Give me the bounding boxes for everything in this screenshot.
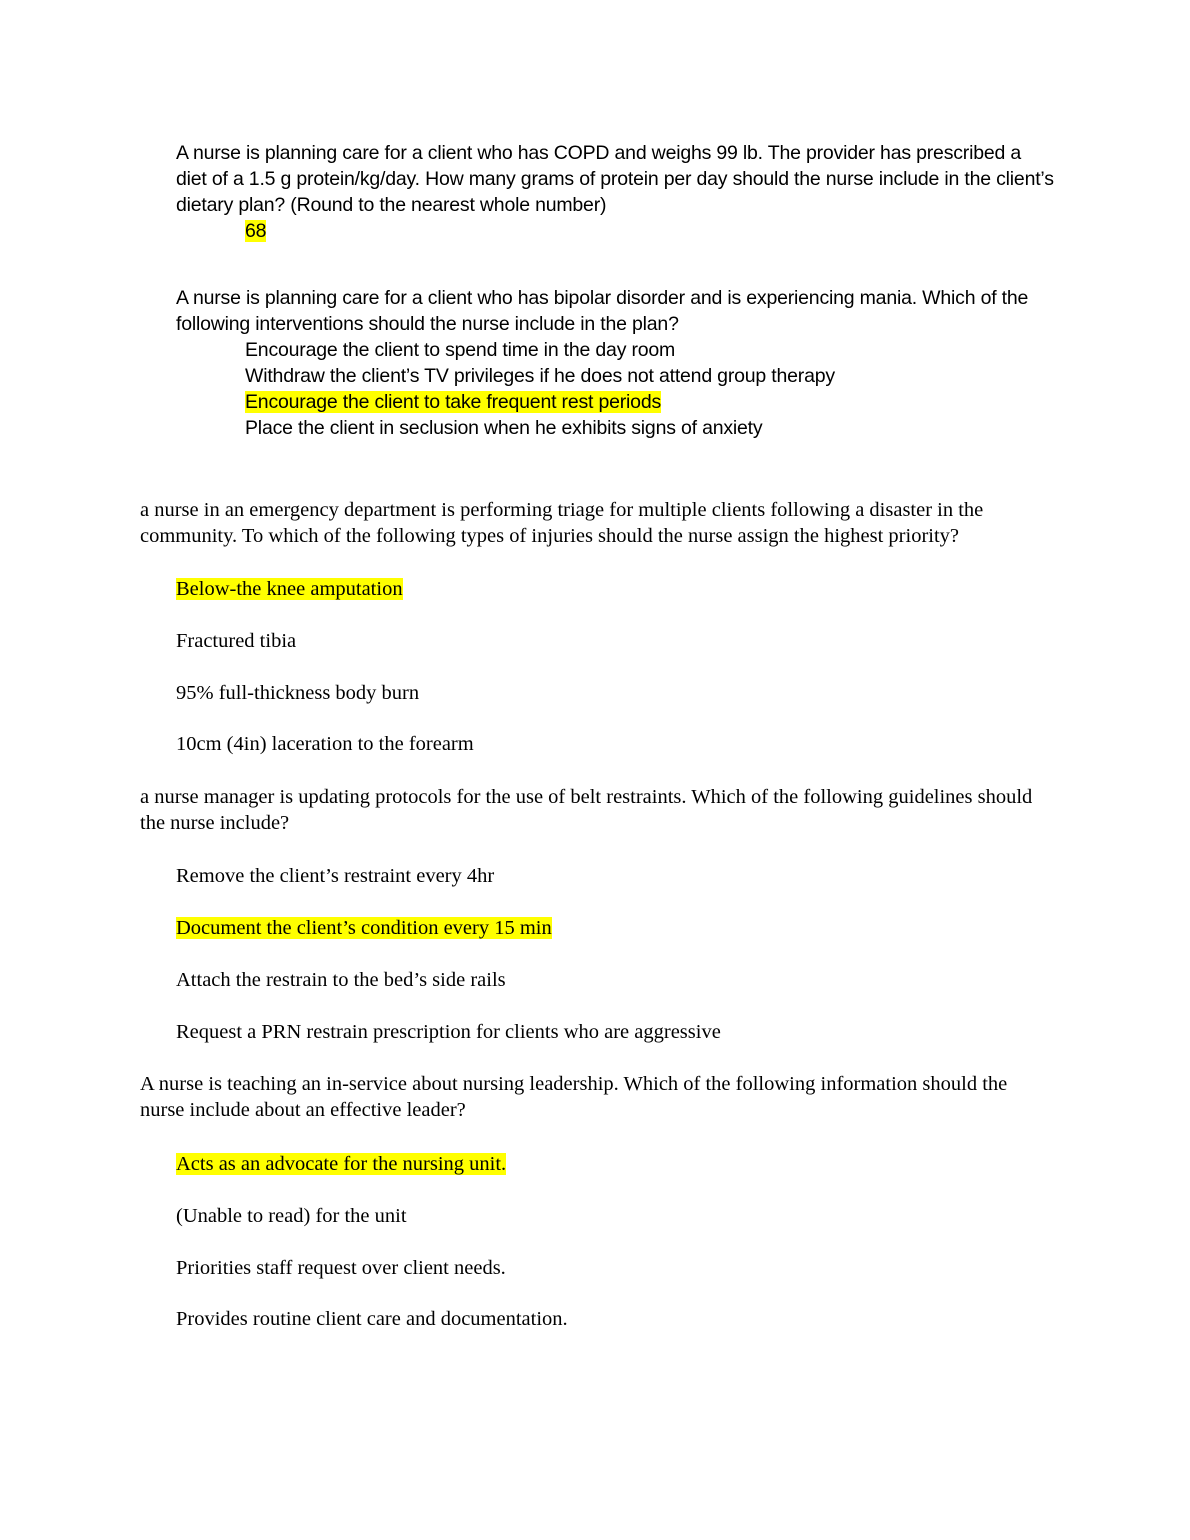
question-3-option-2-label: Fractured tibia [176, 630, 297, 652]
question-2-option-2 [245, 363, 1005, 389]
question-3-option-1-label: Below-the knee amputation [176, 578, 403, 600]
question-2-option-1 [245, 337, 1005, 363]
question-4-option-4 [176, 1019, 721, 1045]
question-4-option-1 [176, 863, 494, 889]
question-5-option-1 [176, 1151, 506, 1177]
question-2-option-4-label: Place the client in seclusion when he exhibits signs of anxiety [245, 417, 763, 439]
question-1-answer [245, 218, 266, 244]
question-5-option-3-label: Priorities staff request over client needs. [176, 1257, 506, 1279]
question-4-option-4-label: Request a PRN restrain prescription for clients who are aggressive [176, 1021, 721, 1043]
question-1-answer-highlight: 68 [245, 220, 267, 242]
question-2-options [245, 337, 1005, 441]
question-4-option-3 [176, 967, 506, 993]
question-4-option-2 [176, 915, 552, 941]
question-5-option-3 [176, 1255, 506, 1281]
question-3-option-1 [176, 576, 403, 602]
question-4-option-3-label: Attach the restrain to the bed’s side rails [176, 969, 506, 991]
question-5-option-4 [176, 1306, 568, 1332]
question-2-option-2-label: Withdraw the client’s TV privileges if he does not attend group therapy [245, 365, 835, 387]
question-5-text: A nurse is teaching an in-service about nursing leadership. Which of the following information should the nurse include about an effective leader? [140, 1073, 1008, 1121]
question-2-option-1-label: Encourage the client to spend time in the day room [245, 339, 676, 361]
question-2-option-4 [245, 415, 1005, 441]
question-3-option-3 [176, 680, 419, 706]
question-4-option-2-label: Document the client’s condition every 15 min [176, 917, 552, 939]
question-2-option-3 [245, 389, 1005, 415]
question-3-text: a nurse in an emergency department is performing triage for multiple clients following a disaster in the community. To which of the following types of injuries should the nurse assign the highest priority? [140, 499, 984, 547]
question-1-text: A nurse is planning care for a client who has COPD and weighs 99 lb. The provider has prescribed a diet of a 1.5 g protein/kg/day. How many grams of protein per day should the nurse include in the client’s dietary plan? (Round to the nearest whole number) [176, 142, 1054, 216]
question-3-option-2 [176, 628, 296, 654]
question-2-option-3-label: Encourage the client to take frequent rest periods [245, 391, 662, 413]
question-5-option-2 [176, 1203, 407, 1229]
question-3-option-4-label: 10cm (4in) laceration to the forearm [176, 733, 474, 755]
question-4-option-1-label: Remove the client’s restraint every 4hr [176, 865, 495, 887]
question-5-option-4-label: Provides routine client care and documentation. [176, 1308, 568, 1330]
question-3-option-3-label: 95% full-thickness body burn [176, 682, 420, 704]
question-5-option-1-label: Acts as an advocate for the nursing unit. [176, 1153, 507, 1175]
question-5-option-2-label: (Unable to read) for the unit [176, 1205, 407, 1227]
question-3-option-4 [176, 731, 474, 757]
question-2-text: A nurse is planning care for a client who has bipolar disorder and is experiencing mania. Which of the following interventions should the nurse include in the plan? [176, 287, 1029, 335]
question-4-text: a nurse manager is updating protocols for the use of belt restraints. Which of the following guidelines should the nurse include? [140, 786, 1033, 834]
